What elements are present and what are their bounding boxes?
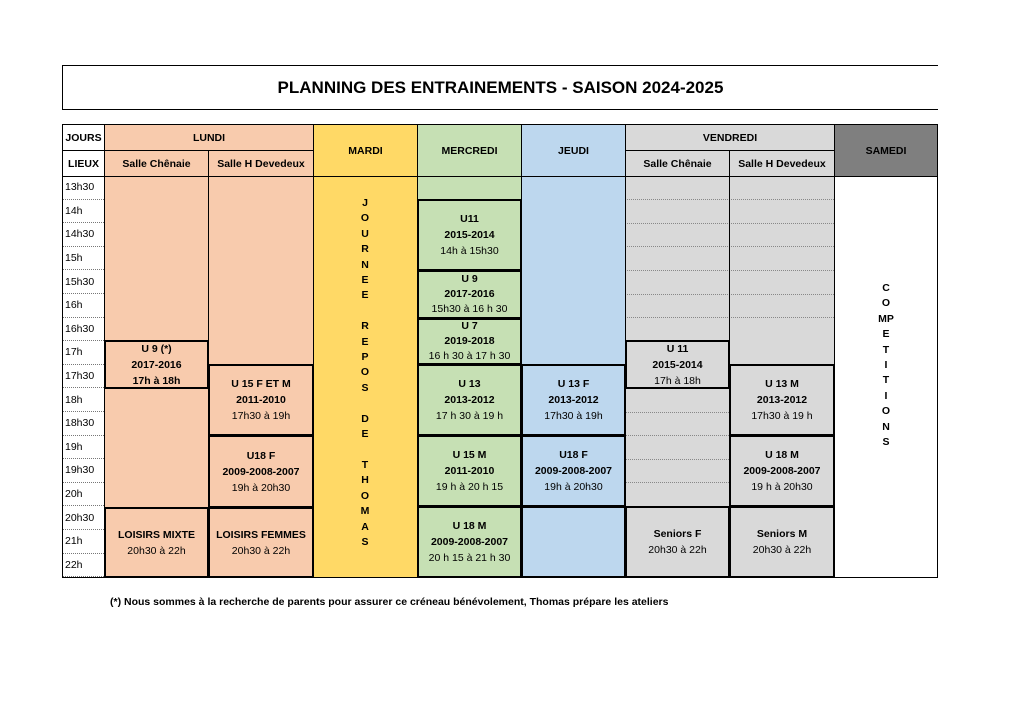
header-lundi: LUNDI bbox=[104, 124, 314, 151]
vertical-letter: I bbox=[884, 359, 888, 372]
vertical-letter: S bbox=[361, 381, 369, 394]
slot-lundi-u15: U 15 F ET M 2011-2010 17h30 à 19h bbox=[208, 364, 314, 436]
header-vendredi: VENDREDI bbox=[625, 124, 835, 151]
vertical-letter: O bbox=[360, 489, 370, 502]
vertical-letter: E bbox=[361, 335, 369, 348]
slot-lundi-u18f: U18 F 2009-2008-2007 19h à 20h30 bbox=[208, 435, 314, 508]
mardi-journee-repos bbox=[313, 196, 417, 550]
slot-lundi-loisirs-mixte: LOISIRS MIXTE 20h30 à 22h bbox=[104, 507, 209, 578]
time-label: 16h bbox=[62, 294, 104, 318]
time-label: 20h bbox=[62, 483, 104, 507]
vertical-letter: U bbox=[361, 227, 369, 240]
vertical-letter: N bbox=[882, 420, 890, 433]
vertical-letter: R bbox=[361, 243, 369, 256]
samedi-competitions bbox=[834, 281, 938, 450]
time-label: 19h30 bbox=[62, 459, 104, 483]
header-mardi: MARDI bbox=[313, 124, 418, 177]
vertical-letter: O bbox=[881, 405, 891, 418]
vertical-letter: A bbox=[361, 520, 369, 533]
time-label: 16h30 bbox=[62, 318, 104, 342]
slot-mercredi-u18m: U 18 M 2009-2008-2007 20 h 15 à 21 h 30 bbox=[417, 506, 522, 578]
vertical-letter bbox=[364, 396, 367, 411]
vertical-letter bbox=[364, 304, 367, 319]
schedule-grid bbox=[62, 124, 938, 578]
vertical-letter: MP bbox=[878, 312, 894, 325]
header-jeudi: JEUDI bbox=[521, 124, 626, 177]
vertical-letter: E bbox=[882, 328, 890, 341]
slot-vendredi-seniors-f: Seniors F 20h30 à 22h bbox=[625, 506, 730, 578]
slot-jeudi-u13f: U 13 F 2013-2012 17h30 à 19h bbox=[521, 364, 626, 436]
vertical-letter: T bbox=[882, 343, 890, 356]
time-label: 22h bbox=[62, 554, 104, 578]
vertical-letter: M bbox=[360, 505, 370, 518]
footnote: (*) Nous sommes à la recherche de parents pour assurer ce créneau bénévolement, Thomas prépare les ateliers bbox=[110, 596, 669, 608]
time-label: 13h30 bbox=[62, 176, 104, 200]
header-mercredi: MERCREDI bbox=[417, 124, 522, 177]
header-vendredi-devedeux: Salle H Devedeux bbox=[729, 150, 835, 177]
slot-lundi-loisirs-femmes: LOISIRS FEMMES 20h30 à 22h bbox=[208, 507, 314, 578]
time-label: 15h bbox=[62, 247, 104, 271]
vertical-letter: S bbox=[361, 535, 369, 548]
vertical-letter: I bbox=[884, 389, 888, 402]
vertical-letter: S bbox=[882, 436, 890, 449]
vertical-letter: T bbox=[882, 374, 890, 387]
vertical-letter: P bbox=[361, 351, 369, 364]
time-label: 14h bbox=[62, 200, 104, 224]
vertical-letter: E bbox=[361, 274, 369, 287]
vertical-letter: O bbox=[881, 297, 891, 310]
slot-mercredi-u9: U 9 2017-2016 15h30 à 16 h 30 bbox=[417, 270, 522, 319]
time-label: 17h bbox=[62, 341, 104, 365]
slot-vendredi-u13m: U 13 M 2013-2012 17h30 à 19 h bbox=[729, 364, 835, 436]
slot-jeudi-u18f: U18 F 2009-2008-2007 19h à 20h30 bbox=[521, 435, 626, 507]
vertical-letter: D bbox=[361, 412, 369, 425]
time-label: 15h30 bbox=[62, 270, 104, 294]
time-label: 20h30 bbox=[62, 506, 104, 530]
slot-mercredi-u7: U 7 2019-2018 16 h 30 à 17 h 30 bbox=[417, 318, 522, 365]
time-column-border bbox=[62, 176, 105, 578]
time-label: 21h bbox=[62, 530, 104, 554]
time-label: 17h30 bbox=[62, 365, 104, 389]
vertical-letter: R bbox=[361, 320, 369, 333]
slot-mercredi-u13: U 13 2013-2012 17 h 30 à 19 h bbox=[417, 364, 522, 436]
slot-vendredi-u18m: U 18 M 2009-2008-2007 19 h à 20h30 bbox=[729, 435, 835, 507]
header-lundi-devedeux: Salle H Devedeux bbox=[208, 150, 314, 177]
time-label: 19h bbox=[62, 436, 104, 460]
time-label: 18h30 bbox=[62, 412, 104, 436]
vertical-letter: O bbox=[360, 212, 370, 225]
vertical-letter: O bbox=[360, 366, 370, 379]
vertical-letter: E bbox=[361, 428, 369, 441]
time-label: 18h bbox=[62, 388, 104, 412]
slot-mercredi-u11: U11 2015-2014 14h à 15h30 bbox=[417, 199, 522, 271]
header-samedi: SAMEDI bbox=[834, 124, 938, 177]
slot-lundi-u9: U 9 (*) 2017-2016 17h à 18h bbox=[104, 340, 209, 389]
vertical-letter: C bbox=[882, 282, 890, 294]
time-label: 14h30 bbox=[62, 223, 104, 247]
vertical-letter: N bbox=[361, 258, 369, 271]
header-vendredi-chenaie: Salle Chênaie bbox=[625, 150, 730, 177]
page-title: PLANNING DES ENTRAINEMENTS - SAISON 2024-2025 bbox=[62, 65, 938, 110]
slot-vendredi-u11: U 11 2015-2014 17h à 18h bbox=[625, 340, 730, 389]
vertical-letter: J bbox=[362, 197, 368, 209]
slot-jeudi-empty bbox=[521, 506, 626, 578]
slot-vendredi-seniors-m: Seniors M 20h30 à 22h bbox=[729, 506, 835, 578]
vertical-letter bbox=[364, 443, 367, 458]
header-lundi-chenaie: Salle Chênaie bbox=[104, 150, 209, 177]
slot-mercredi-u15m: U 15 M 2011-2010 19 h à 20 h 15 bbox=[417, 435, 522, 507]
vertical-letter: T bbox=[361, 458, 369, 471]
header-lieux: LIEUX bbox=[62, 150, 105, 177]
vertical-letter: E bbox=[361, 289, 369, 302]
header-jours: JOURS bbox=[62, 124, 105, 151]
vertical-letter: H bbox=[361, 474, 369, 487]
